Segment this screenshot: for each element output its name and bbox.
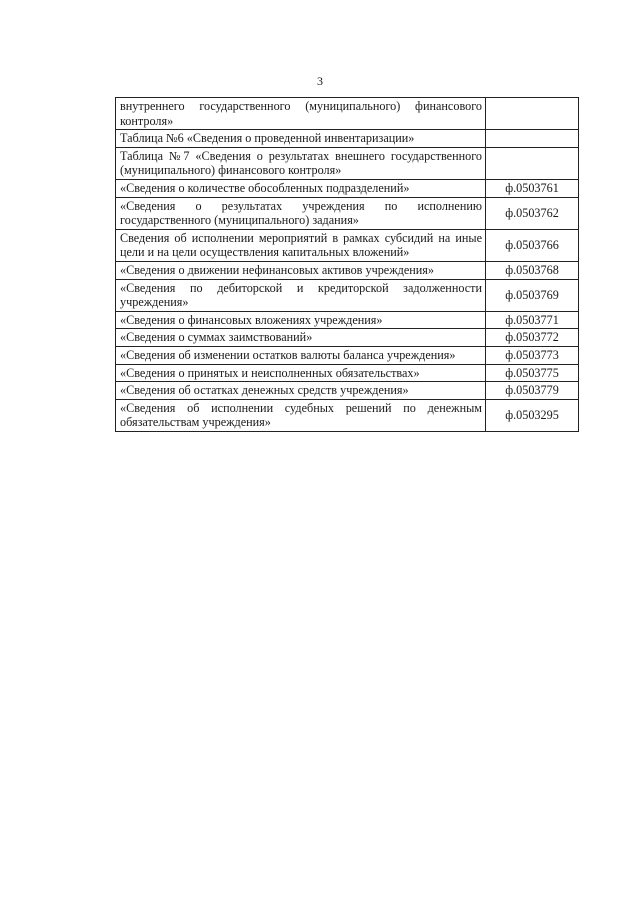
table-row: [116, 346, 579, 364]
table-row: [116, 147, 579, 179]
row-description: «Сведения об изменении остатков валюты баланса учреждения»: [116, 346, 486, 364]
table-row: [116, 229, 579, 261]
row-form-code: ф.0503766: [486, 229, 579, 261]
row-form-code: ф.0503779: [486, 382, 579, 400]
row-description: «Сведения о принятых и неисполненных обязательствах»: [116, 364, 486, 382]
row-description: внутреннего государственного (муниципального) финансового контроля»: [116, 98, 486, 130]
row-form-code: ф.0503762: [486, 197, 579, 229]
table-row: [116, 261, 579, 279]
row-description: «Сведения о финансовых вложениях учреждения»: [116, 311, 486, 329]
row-form-code: ф.0503773: [486, 346, 579, 364]
row-description: «Сведения об исполнении судебных решений по денежным обязательствам учреждения»: [116, 399, 486, 431]
table-row: [116, 197, 579, 229]
row-description: Таблица №6 «Сведения о проведенной инвентаризации»: [116, 130, 486, 148]
row-form-code: [486, 130, 579, 148]
reports-table: [115, 97, 579, 432]
table-row: [116, 179, 579, 197]
row-form-code: ф.0503771: [486, 311, 579, 329]
row-form-code: ф.0503769: [486, 279, 579, 311]
row-description: «Сведения о суммах заимствований»: [116, 329, 486, 347]
row-description: Сведения об исполнении мероприятий в рамках субсидий на иные цели и на цели осуществления капитальных вложений»: [116, 229, 486, 261]
row-form-code: ф.0503772: [486, 329, 579, 347]
row-form-code: [486, 147, 579, 179]
row-description: «Сведения об остатках денежных средств учреждения»: [116, 382, 486, 400]
table-row: [116, 279, 579, 311]
row-description: «Сведения по дебиторской и кредиторской задолженности учреждения»: [116, 279, 486, 311]
table-row: [116, 329, 579, 347]
row-description: «Сведения о количестве обособленных подразделений»: [116, 179, 486, 197]
row-form-code: ф.0503768: [486, 261, 579, 279]
row-form-code: ф.0503775: [486, 364, 579, 382]
table-row: [116, 98, 579, 130]
table-row: [116, 130, 579, 148]
row-description: «Сведения о результатах учреждения по исполнению государственного (муниципального) задания»: [116, 197, 486, 229]
table-row: [116, 364, 579, 382]
row-form-code: ф.0503761: [486, 179, 579, 197]
row-form-code: [486, 98, 579, 130]
reports-table-body: [116, 98, 579, 432]
table-row: [116, 399, 579, 431]
page-number: 3: [317, 74, 323, 88]
row-description: «Сведения о движении нефинансовых активов учреждения»: [116, 261, 486, 279]
table-row: [116, 382, 579, 400]
row-form-code: ф.0503295: [486, 399, 579, 431]
row-description: Таблица №7 «Сведения о результатах внешнего государственного (муниципального) финансового контроля»: [116, 147, 486, 179]
table-row: [116, 311, 579, 329]
